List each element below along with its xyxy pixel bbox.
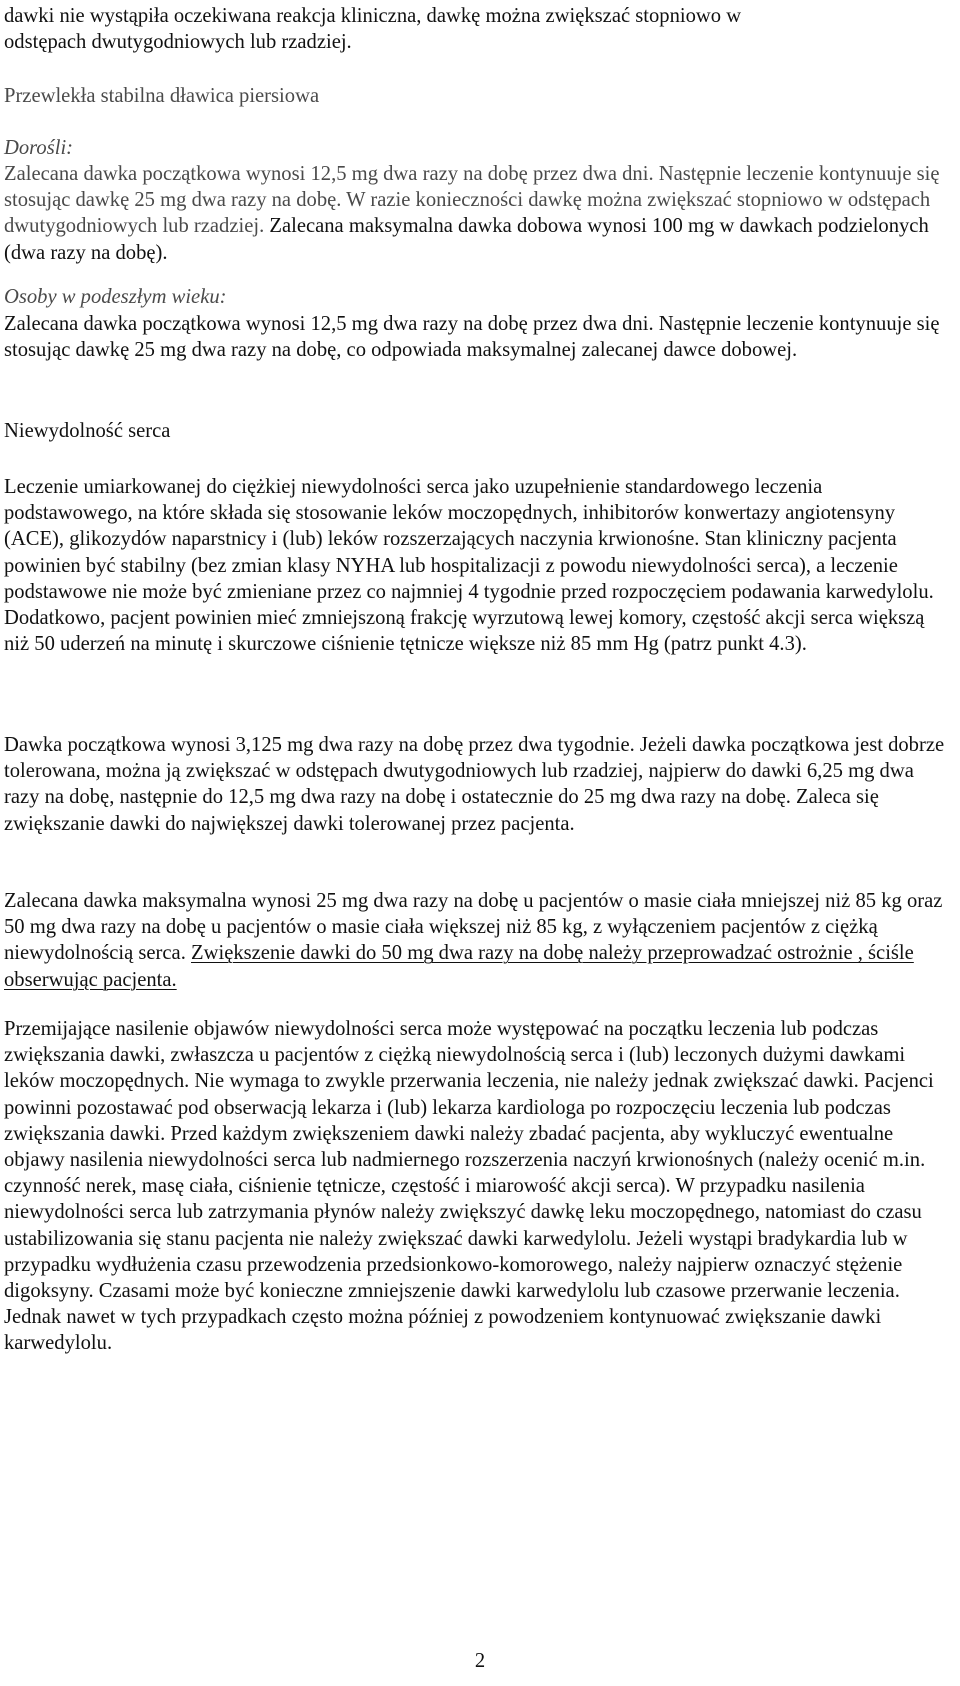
elderly-paragraph: Zalecana dawka początkowa wynosi 12,5 mg dwa razy na dobę przez dwa dni. Następnie leczenie kontynuuje się stosując dawkę 25 mg dwa razy na dobę, co odpowiada maksymalnej zalecanej dawce dobowej. bbox=[4, 313, 940, 362]
adults-text-a: Zalecana dawka początkowa wynosi 12,5 mg dwa razy na dobę przez dwa dni. Następnie leczenie kontynuuje się stosując dawkę 25 mg dwa razy na dobę. W razie konieczności dawkę można zwiększać stopniowo w odstępach dwutygodniowych lub rzadziej. bbox=[4, 163, 940, 238]
adults-paragraph bbox=[4, 161, 952, 266]
elderly-label: Osoby w podeszłym wieku: bbox=[4, 286, 227, 308]
heart-failure-paragraph-2: Dawka początkowa wynosi 3,125 mg dwa razy na dobę przez dwa tygodnie. Jeżeli dawka początkowa jest dobrze tolerowana, można ją zwiększać w odstępach dwutygodniowych lub rzadziej, najpierw do dawki 6,25 mg dwa razy na dobę, następnie do 12,5 mg dwa razy na dobę i ostatecznie do 25 mg dwa razy na dobę. Zaleca się zwiększanie dawki do największej dawki tolerowanej przez pacjenta. bbox=[4, 734, 945, 835]
heart-failure-paragraph-4: Przemijające nasilenie objawów niewydolności serca może występować na początku leczenia lub podczas zwiększania dawki, zwłaszcza u pacjentów z ciężką niewydolnością serca i (lub) leczonych dużymi dawkami leków moczopędnych. Nie wymaga to zwykle przerwania leczenia, nie należy jednak zwiększać dawki. Pacjenci powinni pozostawać pod obserwacją lekarza i (lub) lekarza kardiologa po rozpoczęciu leczenia lub podczas zwiększania dawki. Przed każdym zwiększeniem dawki należy zbadać pacjenta, aby wykluczyć ewentualne objawy nasilenia niewydolności serca lub nadmiernego rozszerzenia naczyń krwionośnych (należy ocenić m.in. czynność nerek, masę ciała, ciśnienie tętnicze, częstość i miarowość akcji serca). W przypadku nasilenia niewydolności serca lub zatrzymania płynów należy zwiększyć dawkę leku moczopędnego, natomiast do czasu ustabilizowania się stanu pacjenta nie należy zwiększać dawki karwedylolu. Jeżeli wystąpi bradykardia lub w przypadku wydłużenia czasu przewodzenia przedsionkowo-komorowego, należy najpierw oznaczyć stężenie digoksyny. Czasami może być konieczne zmniejszenie dawki karwedylolu lub czasowe przerwanie leczenia. Jednak nawet w tych przypadkach często można później z powodzeniem kontynuować zwiększanie dawki karwedylolu. bbox=[4, 1018, 934, 1355]
heart-failure-heading: Niewydolność serca bbox=[4, 420, 171, 442]
adults-text-b: Zalecana maksymalna dawka dobowa wynosi 100 mg w dawkach podzielonych (dwa razy na dobę). bbox=[4, 215, 929, 264]
heart-failure-paragraph-1: Leczenie umiarkowanej do ciężkiej niewydolności serca jako uzupełnienie standardowego leczenia podstawowego, na które składa się stosowanie leków moczopędnych, inhibitorów konwertazy angiotensyny (ACE), glikozydów naparstnicy i (lub) leków rozszerzających naczynia krwionośne. Stan kliniczny pacjenta powinien być stabilny (bez zmian klasy NYHA lub hospitalizacji z powodu niewydolności serca), a leczenie podstawowe nie może być zmieniane przez co najmniej 4 tygodnie przed rozpoczęciem podawania karwedylolu. Dodatkowo, pacjent powinien mieć zmniejszoną frakcję wyrzutową lewej komory, częstość akcji serca większą niż 50 uderzeń na minutę i skurczowe ciśnienie tętnicze większe niż 85 mm Hg (patrz punkt 4.3). bbox=[4, 476, 934, 656]
lead-line-2: odstępach dwutygodniowych lub rzadziej. bbox=[4, 31, 352, 54]
dose-increase-warning: Zwiększenie dawki do 50 mg dwa razy na dobę należy przeprowadzać ostrożnie , ściśle obserwując pacjenta. bbox=[4, 942, 914, 991]
angina-heading: Przewlekła stabilna dławica piersiowa bbox=[4, 85, 320, 107]
lead-line-1: dawki nie wystąpiła oczekiwana reakcja kliniczna, dawkę można zwiększać stopniowo w bbox=[4, 5, 742, 27]
max-dose-text: Zalecana dawka maksymalna wynosi 25 mg dwa razy na dobę u pacjentów o masie ciała mniejszej niż 85 kg oraz 50 mg dwa razy na dobę u pacjentów o masie ciała większej niż 85 kg, z wyłączeniem pacjentów z ciężką niewydolnością serca. bbox=[4, 890, 943, 965]
lead-paragraph bbox=[4, 3, 952, 55]
page-number: 2 bbox=[474, 1650, 486, 1672]
adults-label: Dorośli: bbox=[4, 137, 74, 159]
heart-failure-paragraph-3 bbox=[4, 888, 952, 993]
